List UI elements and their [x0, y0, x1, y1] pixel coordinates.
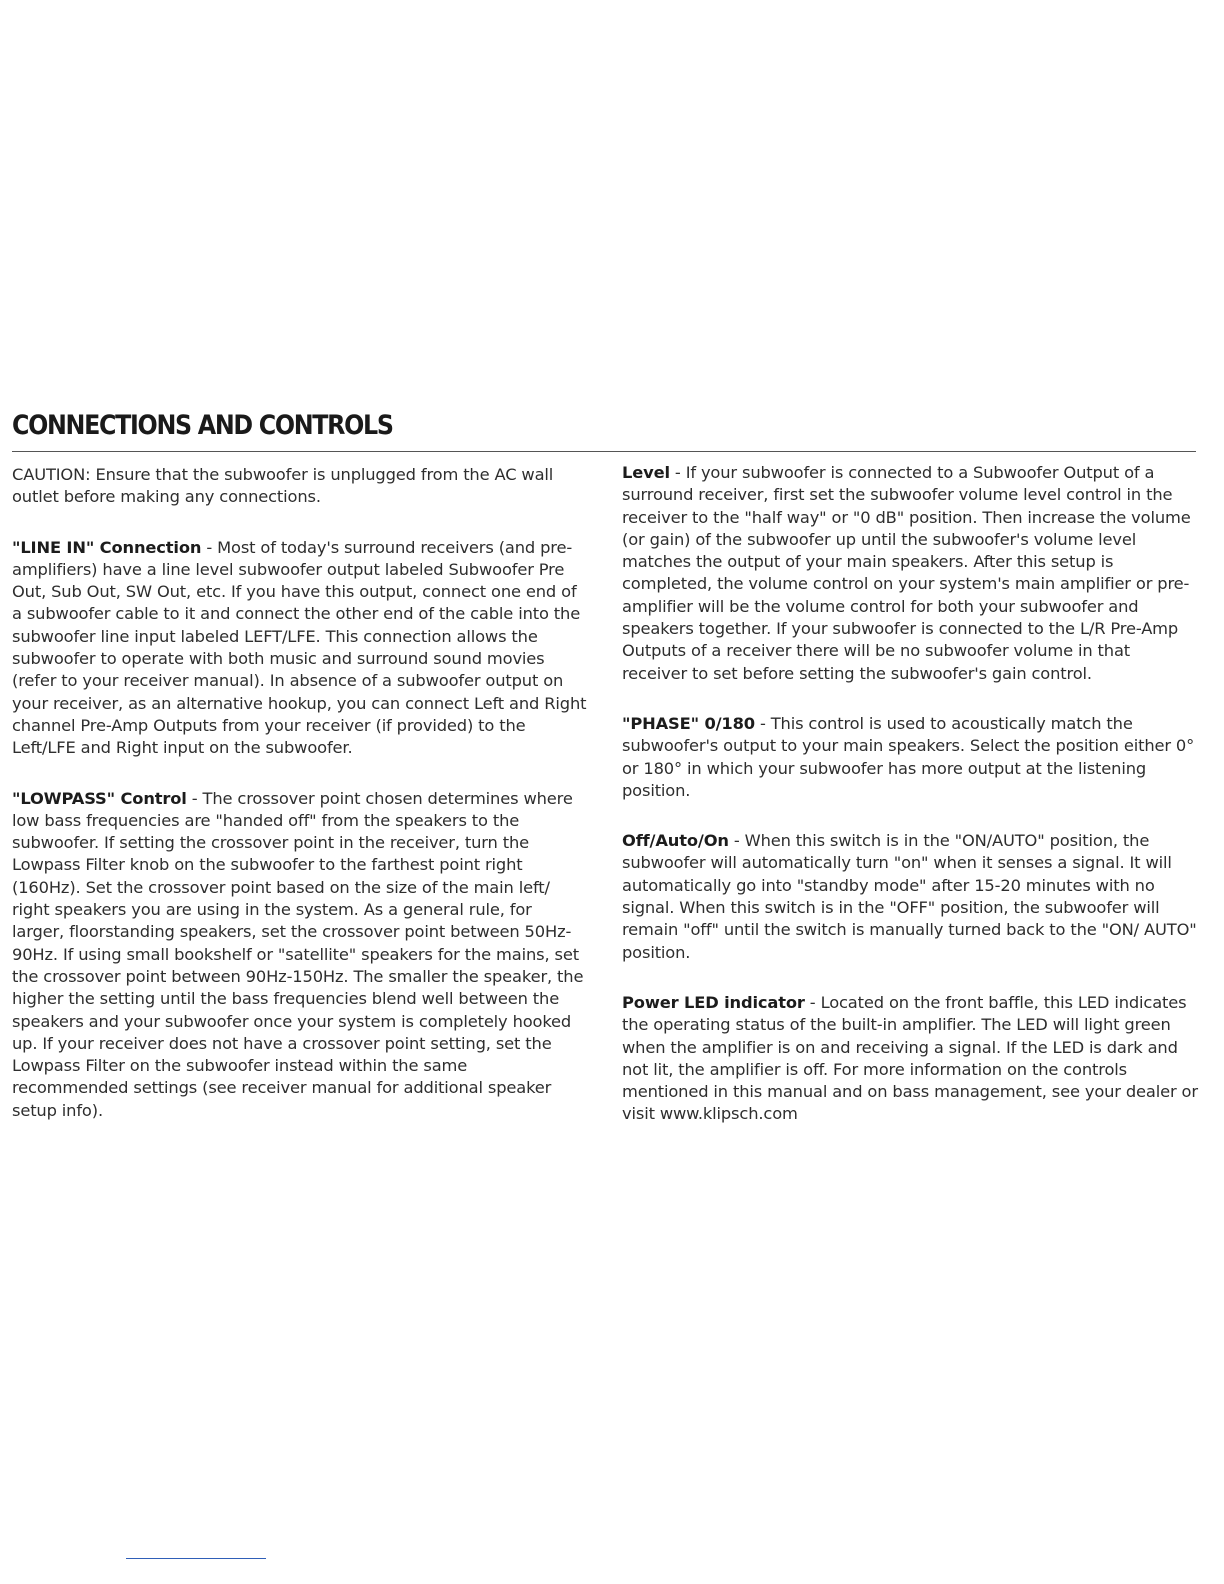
power-led-term: Power LED indicator — [622, 992, 805, 1012]
off-auto-on-separator: - — [728, 831, 745, 851]
left-column — [12, 464, 588, 1150]
level-term: Level — [622, 463, 670, 482]
level-text: If your subwoofer is connected to a Subwoofer Output of a surround receiver, first set the subwoofer volume level control in the receiver to the "half way" or "0 dB" position. Then increase the volume (or gain) of the subwoofer up until the subwoofer's volume level matches the output of your main speakers. After this setup is completed, the volume control on your system's main amplifier or pre-amplifier will be the volume control for both your subwoofer and speakers together. If your subwoofer is connected to the L/R Pre-Amp Outputs of a receiver there will be no subwoofer volume in that receiver to set before setting the subwoofer's gain control. — [622, 463, 1191, 683]
phase-term: "PHASE" 0/180 — [622, 713, 755, 733]
page-title: CONNECTIONS AND CONTROLS — [12, 410, 393, 441]
line-in-separator: - — [201, 537, 218, 557]
lowpass-separator: - — [186, 788, 203, 808]
line-in-text: Most of today's surround receivers (and pre-amplifiers) have a line level subwoofer output labeled Subwoofer Pre Out, Sub Out, SW Out, etc. If you have this output, connect one end of a subwoofer cable to it and connect the other end of the cable into the subwoofer line input labeled LEFT/LFE. This connection allows the subwoofer to operate with both music and surround sound movies (refer to your receiver manual). In absence of a subwoofer output on your receiver, as an alternative hookup, you can connect Left and Right channel Pre-Amp Outputs from your receiver (if provided) to the Left/LFE and Right input on the subwoofer. — [12, 537, 587, 758]
level-paragraph — [622, 462, 1200, 685]
phase-text: This control is used to acoustically match the subwoofer's output to your main speakers. Select the position either 0° or 180° in which your subwoofer has more output at the listening position. — [622, 713, 1195, 800]
line-in-paragraph — [12, 537, 588, 760]
off-auto-on-paragraph — [622, 830, 1200, 964]
lowpass-paragraph — [12, 788, 588, 1122]
phase-separator: - — [754, 713, 771, 733]
lowpass-text: The crossover point chosen determines where low bass frequencies are "handed off" from the speakers to the subwoofer. If setting the crossover point in the receiver, turn the Lowpass Filter knob on the subwoofer to the farthest point right (160Hz). Set the crossover point based on the size of the main left/ right speakers you are using in the system. As a general rule, for larger, floorstanding speakers, set the crossover point between 50Hz-90Hz. If using small bookshelf or "satellite" speakers for the mains, set the crossover point between 90Hz-150Hz. The smaller the speaker, the higher the setting until the bass frequencies blend well between the speakers and your subwoofer once your system is completely hooked up. If your receiver does not have a crossover point setting, set the Lowpass Filter on the subwoofer instead within the same recommended settings (see receiver manual for additional speaker setup info). — [12, 788, 584, 1120]
power-led-separator: - — [804, 992, 821, 1012]
caution-paragraph — [12, 464, 588, 509]
footer-divider — [126, 1558, 266, 1559]
line-in-term: "LINE IN" Connection — [12, 537, 202, 557]
off-auto-on-term: Off/Auto/On — [622, 831, 729, 851]
caution-text: CAUTION: Ensure that the subwoofer is unplugged from the AC wall outlet before making any connections. — [12, 465, 554, 507]
level-separator: - — [669, 463, 686, 482]
lowpass-term: "LOWPASS" Control — [12, 788, 187, 808]
right-column — [622, 462, 1200, 1154]
off-auto-on-text: When this switch is in the "ON/AUTO" position, the subwoofer will automatically turn "on" when it senses a signal. It will automatically go into "standby mode" after 15-20 minutes with no signal. When this switch is in the "OFF" position, the subwoofer will remain "off" until the switch is manually turned back to the "ON/ AUTO" position. — [622, 831, 1197, 962]
title-divider — [12, 451, 1196, 452]
power-led-paragraph — [622, 992, 1200, 1126]
power-led-text: Located on the front baffle, this LED indicates the operating status of the built-in amplifier. The LED will light green when the amplifier is on and receiving a signal. If the LED is dark and not lit, the amplifier is off. For more information on the controls mentioned in this manual and on bass management, see your dealer or visit www.klipsch.com — [622, 992, 1198, 1124]
phase-paragraph — [622, 713, 1200, 802]
